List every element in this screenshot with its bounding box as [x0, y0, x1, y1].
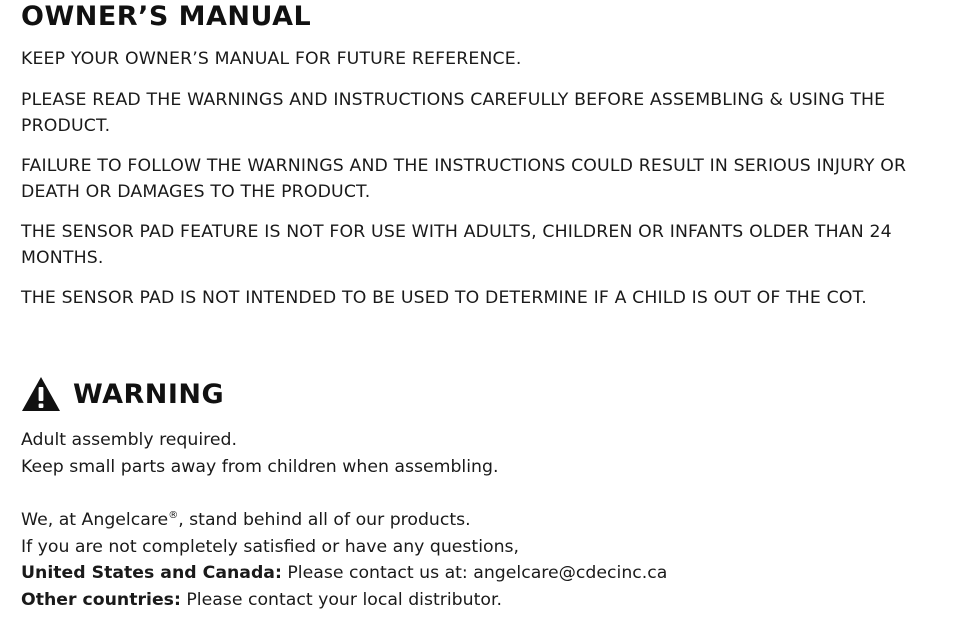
- warning-heading: [21, 372, 224, 416]
- notice-failure-consequences: FAILURE TO FOLLOW THE WARNINGS AND THE INSTRUCTIONS COULD RESULT IN SERIOUS INJURY OR DEATH OR DAMAGES TO THE PRODUCT.: [21, 156, 907, 202]
- contact-region-other: Other countries:: [21, 589, 181, 610]
- guarantee-line-1-suffix: , stand behind all of our products.: [178, 510, 471, 530]
- notice-sensor-pad-age: THE SENSOR PAD FEATURE IS NOT FOR USE WITH ADULTS, CHILDREN OR INFANTS OLDER THAN 24 MONTHS.: [21, 222, 892, 268]
- guarantee-line-1-prefix: We, at Angelcare: [21, 510, 169, 530]
- notice-read-warnings: PLEASE READ THE WARNINGS AND INSTRUCTIONS CAREFULLY BEFORE ASSEMBLING & USING THE PRODUCT.: [21, 90, 886, 136]
- notice-sensor-pad-purpose: THE SENSOR PAD IS NOT INTENDED TO BE USED TO DETERMINE IF A CHILD IS OUT OF THE COT.: [21, 288, 867, 308]
- warning-label: WARNING: [73, 378, 225, 410]
- registered-mark: ®: [168, 510, 179, 522]
- warning-line-adult-assembly: Adult assembly required.: [21, 430, 237, 450]
- notice-keep-manual: KEEP YOUR OWNER’S MANUAL FOR FUTURE REFERENCE.: [21, 49, 522, 69]
- page-title: OWNER’S MANUAL: [21, 1, 312, 32]
- contact-other-countries: [21, 587, 961, 614]
- guarantee-line-2: If you are not completely satisfied or have any questions,: [21, 536, 520, 557]
- warning-text: [21, 427, 961, 480]
- contact-us-canada: [21, 560, 961, 587]
- warning-triangle-icon: [21, 376, 61, 412]
- contact-region-us-canada: United States and Canada:: [21, 563, 282, 583]
- contact-text-us-canada: Please contact us at: angelcare@cdecinc.ca: [281, 563, 668, 583]
- guarantee-line-1: [21, 507, 961, 534]
- contact-text-other: Please contact your local distributor.: [180, 589, 502, 610]
- guarantee-text: [21, 507, 961, 613]
- warning-line-small-parts: Keep small parts away from children when assembling.: [21, 456, 499, 477]
